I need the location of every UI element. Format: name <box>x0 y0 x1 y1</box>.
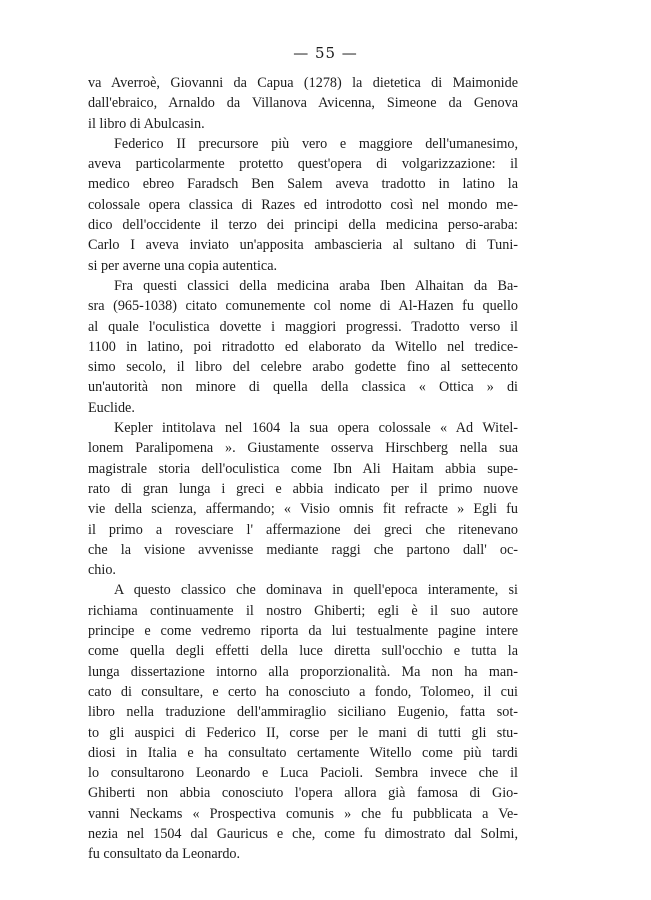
paragraph-1 <box>88 73 518 134</box>
text-line: al quale l'oculistica dovette i maggiori progressi. Tradotto verso il <box>88 318 518 335</box>
text-line: fu consultato da Leonardo. <box>88 846 241 863</box>
text-line: lunga dissertazione intorno alla proporzionalità. Ma non ha man- <box>88 663 518 680</box>
text-line: diosi in Italia e ha consultato certamente Witello come più tardi <box>88 744 518 761</box>
text-line: Kepler intitolava nel 1604 la sua opera colossale « Ad Witel- <box>114 420 518 437</box>
body-text <box>88 73 518 865</box>
paragraph-2 <box>88 134 518 276</box>
text-line: Carlo I aveva inviato un'apposita ambascieria al sultano di Tuni- <box>88 237 518 254</box>
text-line: cato di consultare, e certo ha conosciuto a fondo, Tolomeo, il cui <box>88 683 518 700</box>
text-line: come quella degli effetti della luce diretta sull'occhio e tutta la <box>88 643 518 660</box>
text-line: libro nella traduzione dell'ammiraglio siciliano Eugenio, fatta sot- <box>88 704 518 721</box>
text-line: medico ebreo Faradsch Ben Salem aveva tradotto in latino la <box>88 176 518 193</box>
text-line: dico dell'occidente il terzo dei principi della medicina perso-araba: <box>88 217 518 234</box>
text-line: sra (965-1038) citato comunemente col nome di Al-Hazen fu quello <box>88 298 518 315</box>
text-line: Federico II precursore più vero e maggiore dell'umanesimo, <box>114 135 518 152</box>
text-line: Ghiberti non abbia conosciuto l'opera allora già famosa di Gio- <box>88 785 518 802</box>
text-line: principe e come vedremo riporta da lui testualmente pagine intere <box>88 623 518 640</box>
text-line: chio. <box>88 562 116 579</box>
text-line: 1100 in latino, poi ritradotto ed elaborato da Witello nel tredice- <box>88 338 518 355</box>
text-line: dall'ebraico, Arnaldo da Villanova Avicenna, Simeone da Genova <box>88 95 518 112</box>
text-line: un'autorità non minore di quella della classica « Ottica » di <box>88 379 518 396</box>
paragraph-5 <box>88 580 518 864</box>
text-line: vanni Neckams « Prospectiva comunis » che fu pubblicata a Ve- <box>88 805 518 822</box>
text-line: il primo a rovesciare l' affermazione dei greci che ritenevano <box>88 521 518 538</box>
text-line: lonem Paralipomena ». Giustamente osserva Hirschberg nella sua <box>88 440 518 457</box>
text-line: aveva particolarmente protetto quest'opera di volgarizzazione: il <box>88 156 518 173</box>
text-line: rato di gran lunga i greci e abbia indicato per il primo nuove <box>88 480 518 497</box>
text-line: simo secolo, il libro del celebre arabo godette fino al settecento <box>88 359 518 376</box>
text-line: Fra questi classici della medicina araba Iben Alhaitan da Ba- <box>114 277 518 294</box>
text-line: richiama continuamente il nostro Ghiberti; egli è il suo autore <box>88 602 518 619</box>
text-line: va Averroè, Giovanni da Capua (1278) la dietetica di Maimonide <box>88 75 518 91</box>
paragraph-3 <box>88 276 518 418</box>
page-number: — 55 — <box>293 44 358 62</box>
text-line: A questo classico che dominava in quell'epoca interamente, si <box>114 582 518 599</box>
paragraph-4 <box>88 418 518 580</box>
text-line: il libro di Abulcasin. <box>88 115 205 132</box>
text-line: nezia nel 1504 dal Gauricus e che, come fu dimostrato dal Solmi, <box>88 825 518 842</box>
text-line: lo consultarono Leonardo e Luca Pacioli. Sembra invece che il <box>88 765 518 782</box>
text-line: colossale opera classica di Razes ed introdotto così nel mondo me- <box>88 196 518 213</box>
text-line: vie della scienza, affermando; « Visio omnis fit refracte » Egli fu <box>88 501 518 518</box>
text-line: Euclide. <box>88 399 135 416</box>
text-line: che la visione avvenisse mediante raggi che partono dall' oc- <box>88 541 518 558</box>
text-line: si per averne una copia autentica. <box>88 257 278 274</box>
text-line: to gli auspici di Federico II, corse per le mani di tutti gli stu- <box>88 724 518 741</box>
text-line: magistrale storia dell'oculistica come Ibn Ali Haitam abbia supe- <box>88 460 518 477</box>
